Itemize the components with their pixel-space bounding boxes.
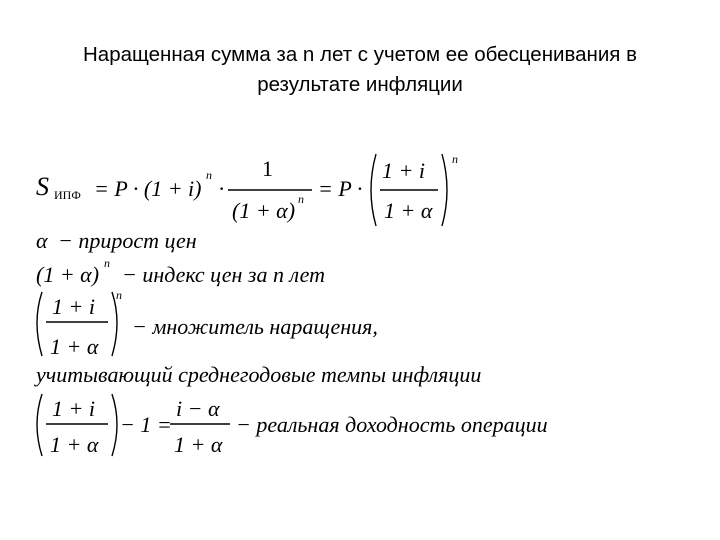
alpha-symbol: α [36,228,48,253]
formula-dot: · [218,176,226,201]
paren-left-multiplier [37,292,42,356]
accounting-description: учитывающий среднегодовые темпы инфляции [36,362,482,387]
formula-exp-n-2: n [298,192,304,206]
real-frac-den: 1 + α [50,432,99,457]
formula-lhs-symbol: S [36,172,49,201]
formula-frac2-den: 1 + α [384,198,433,223]
multiplier-frac-num: 1 + i [52,294,95,319]
real-frac2-num: i − α [176,396,220,421]
multiplier-frac-den: 1 + α [50,334,99,359]
real-description: − реальная доходность операции [236,412,548,437]
paren-right-multiplier [112,292,117,356]
paren-right-real [112,394,117,456]
paren-left-real [37,394,42,456]
title-line-2: результате инфляции [257,73,463,96]
formula-frac2-num: 1 + i [382,158,425,183]
real-frac-num: 1 + i [52,396,95,421]
paren-left-main [371,154,376,226]
multiplier-exp-n: n [116,288,122,302]
paren-right-main [442,154,447,226]
index-exp-n: n [104,256,110,270]
index-expression: (1 + α) [36,262,100,287]
real-frac2-den: 1 + α [174,432,223,457]
formula-frac-num: 1 [262,156,273,181]
formula-frac-den: (1 + α) [232,198,296,223]
formula-exp-n-1: n [206,168,212,182]
alpha-description: − прирост цен [58,228,197,253]
formula-eq2: = P · [318,176,363,201]
formula-lhs-subscript: ИПФ [54,188,81,202]
index-description: − индекс цен за n лет [122,262,325,287]
title-line-1: Наращенная сумма за n лет с учетом ее обесценивания в [82,43,637,66]
real-minus-one: − 1 = [120,412,172,437]
multiplier-description: − множитель наращения, [132,314,378,339]
formula-eq1: = P · (1 + i) [94,176,202,201]
formula-exp-n-3: n [452,152,458,166]
